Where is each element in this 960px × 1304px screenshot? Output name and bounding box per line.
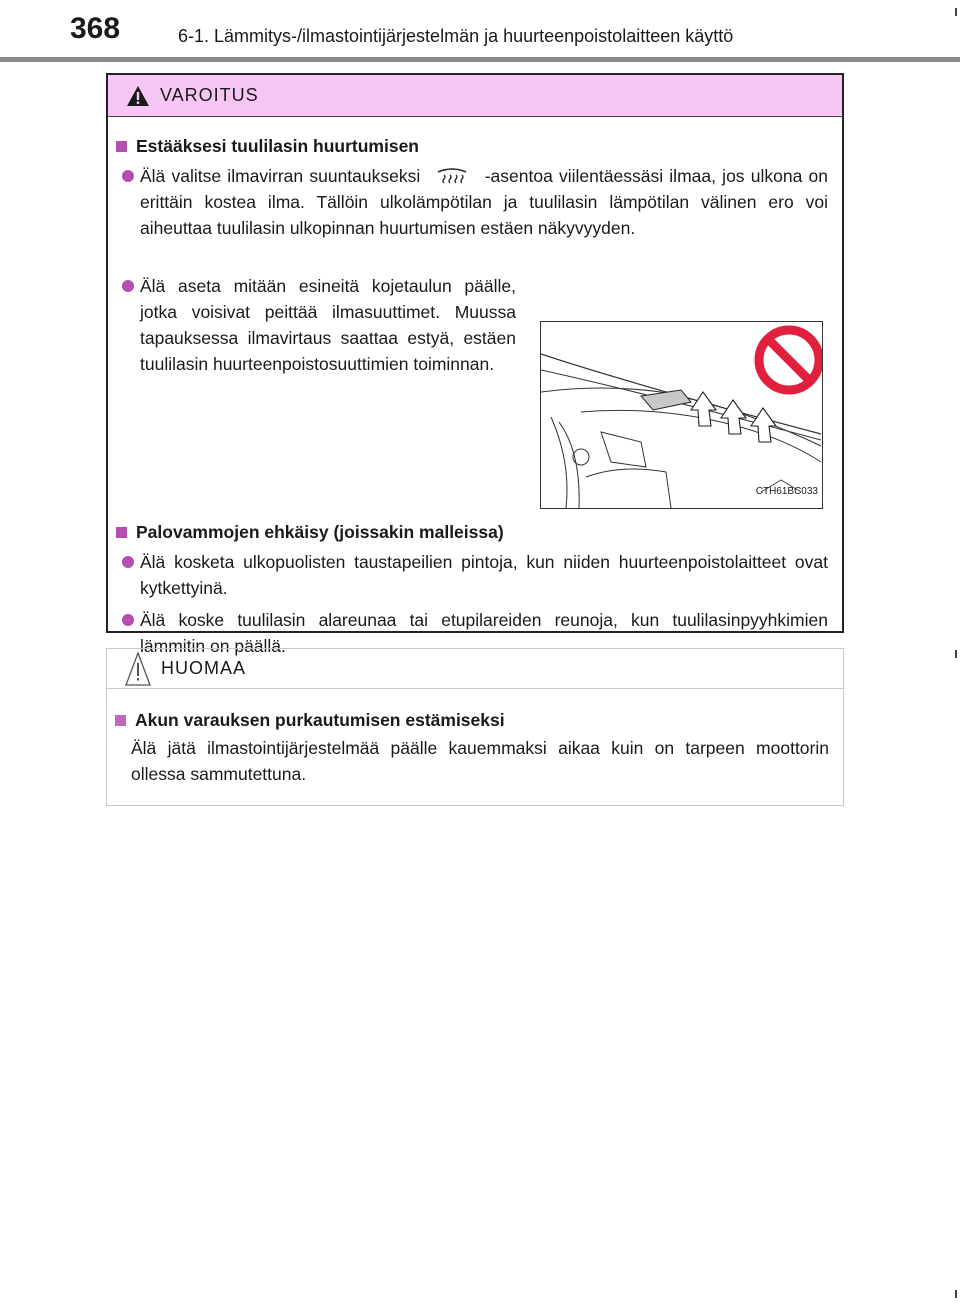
list-item: Älä aseta mitään esineitä kojetaulun päälle, jotka voisivat peittää ilmasuuttimet. Muussa tapauksessa ilmavirtaus saattaa estyä, estäen tuulilasin huurteenpoistosuuttimien toiminnan. (116, 273, 516, 377)
header-rule (0, 57, 960, 62)
warning-header (108, 75, 842, 117)
notice-box (106, 648, 844, 806)
windshield-defrost-icon (430, 166, 474, 186)
dashboard-illustration (540, 321, 823, 509)
square-bullet-icon (115, 715, 126, 726)
crop-mark (955, 1290, 957, 1298)
warning-triangle-icon (126, 85, 150, 107)
warning-box (106, 73, 844, 656)
square-bullet-icon (116, 141, 127, 152)
bullet-dot-icon (122, 170, 134, 182)
bullet-dot-icon (122, 556, 134, 568)
bullet-dot-icon (122, 280, 134, 292)
prohibition-icon (759, 330, 819, 390)
list-item: Älä koske tuulilasin alareunaa tai etupilareiden reunoja, kun tuulilasinpyyhkimien lämmitin on päällä. (116, 607, 828, 659)
crop-mark (955, 8, 957, 16)
section-heading: Akun varauksen purkautumisen estämiseksi (115, 707, 505, 733)
list-item: Älä valitse ilmavirran suuntaukseksi -asentoa viilentäessäsi ilmaa, jos ulkona on erittäin kostea ilma. Tällöin ulkolämpötilan ja tuulilasin lämpötilan välinen ero voi aiheuttaa tuulilasin ulkopinnan huurtumisen estäen näkyvyyden. (116, 163, 828, 241)
section-heading: Palovammojen ehkäisy (joissakin malleissa) (116, 519, 504, 545)
square-bullet-icon (116, 527, 127, 538)
notice-header (107, 649, 843, 689)
list-item: Älä kosketa ulkopuolisten taustapeilien pintoja, kun niiden huurteenpoistolaitteet ovat kytkettyinä. (116, 549, 828, 601)
warning-title: VAROITUS (160, 85, 259, 105)
illustration-code: CTH61BC033 (755, 486, 818, 497)
notice-title: HUOMAA (161, 658, 247, 678)
bullet-dot-icon (122, 614, 134, 626)
caution-triangle-icon (125, 651, 151, 687)
notice-text: Älä jätä ilmastointijärjestelmää päälle kauemmaksi aikaa kuin on tarpeen moottorin ollessa sammutettuna. (131, 738, 829, 784)
crop-mark (955, 650, 957, 658)
chapter-title: 6-1. Lämmitys-/ilmastointijärjestelmän ja huurteenpoistolaitteen käyttö (178, 26, 734, 46)
section-heading: Estääksesi tuulilasin huurtumisen (116, 133, 419, 159)
page-number: 368 (70, 12, 121, 45)
